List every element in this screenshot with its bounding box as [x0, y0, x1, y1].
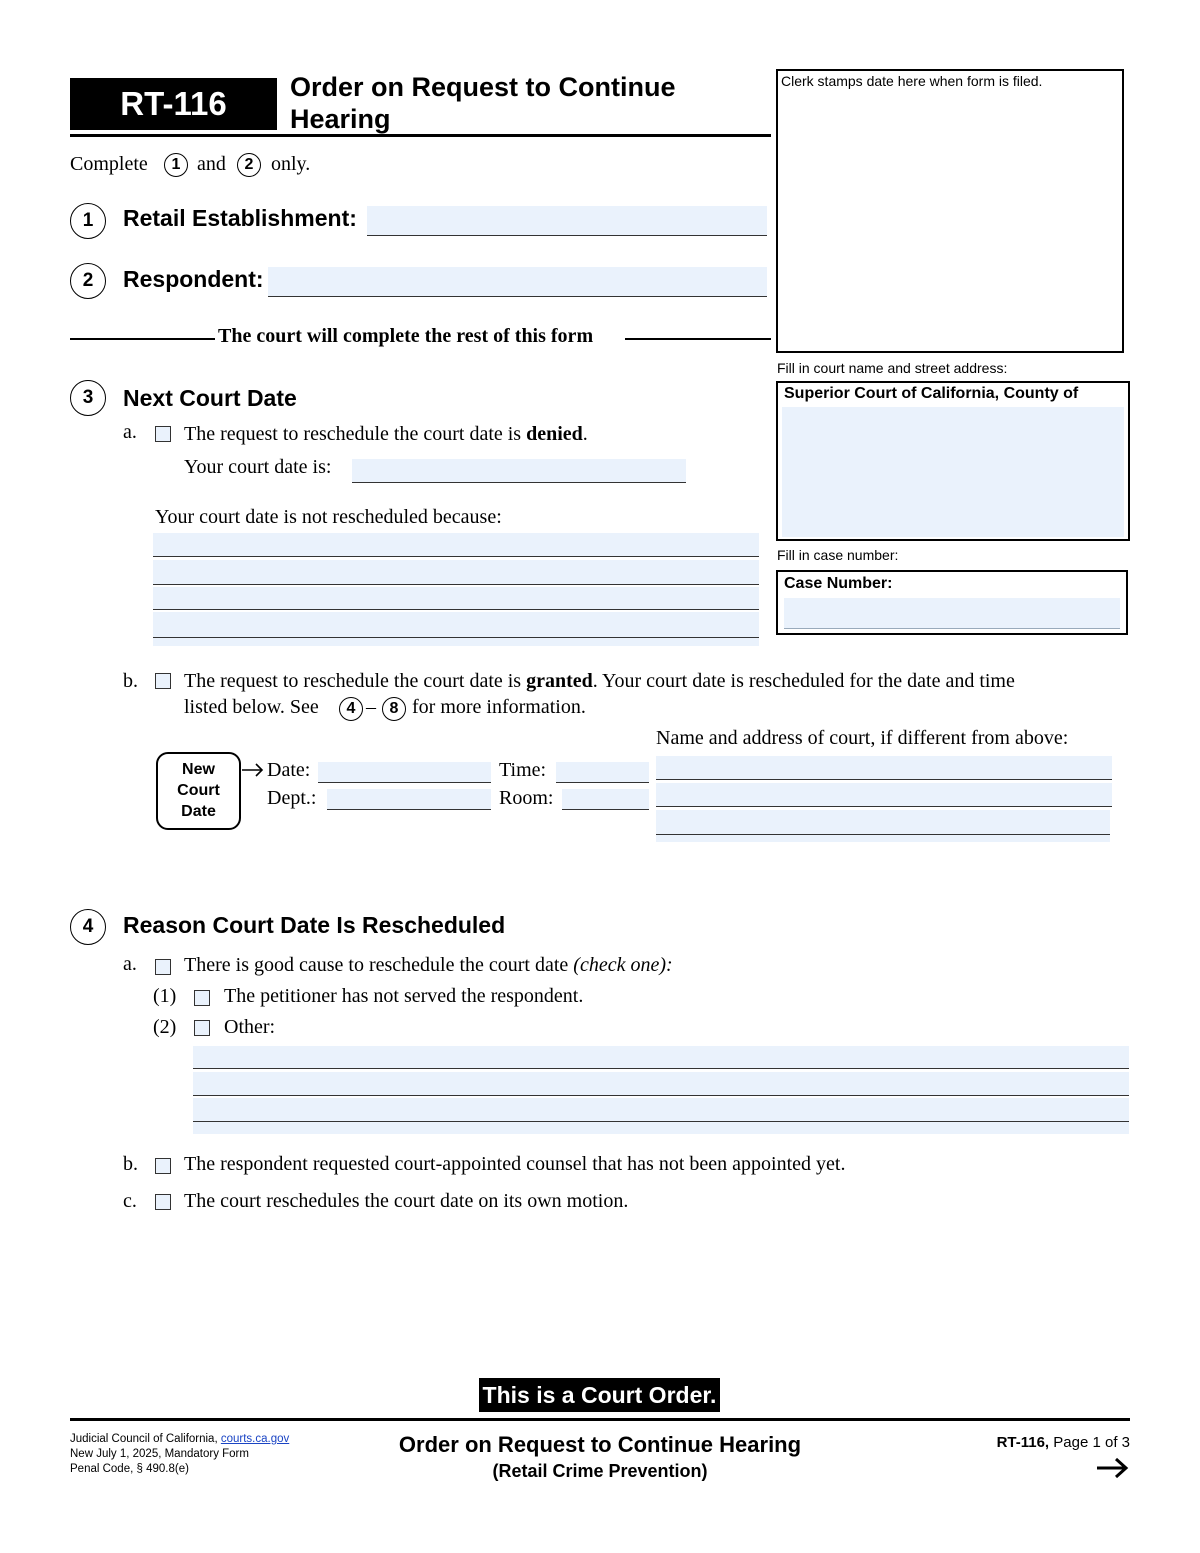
intro-ref-2-text: 2: [244, 156, 254, 173]
form-title-line1: Order on Request to Continue: [290, 72, 676, 102]
alt-court-line-2[interactable]: [656, 783, 1112, 807]
court-order-banner: [479, 1378, 720, 1412]
granted-ref-dash: –: [366, 696, 376, 718]
good-cause-text: [184, 954, 673, 977]
own-motion-text: The court reschedules the court date on its own motion.: [184, 1190, 629, 1212]
new-time-label: Time:: [499, 759, 547, 781]
option-2-number: (2): [153, 1016, 177, 1038]
section-4-number: [70, 909, 106, 945]
granted-ref-to-text: 8: [389, 700, 399, 717]
case-number-title: Case Number:: [784, 575, 893, 592]
header-rule: [70, 134, 771, 137]
section-4-title: Reason Court Date Is Rescheduled: [123, 912, 506, 938]
other-reason-line-2[interactable]: [193, 1072, 1129, 1096]
footer-council: Judicial Council of California,: [70, 1433, 221, 1445]
not-served-text: The petitioner has not served the respondent.: [224, 985, 584, 1007]
intro-and: and: [197, 153, 226, 175]
not-rescheduled-reason-bottom-pad: [153, 638, 759, 646]
other-reason-checkbox[interactable]: [194, 1020, 210, 1036]
footer-subtitle: (Retail Crime Prevention): [492, 1461, 708, 1481]
badge-line-2: Court: [177, 782, 220, 799]
clerk-stamp-label: Clerk stamps date here when form is filed.: [781, 73, 1043, 89]
new-room-label: Room:: [499, 787, 554, 809]
new-dept-field[interactable]: [327, 789, 491, 810]
intro-ref-1: [164, 153, 188, 177]
other-reason-line-1[interactable]: [193, 1046, 1129, 1069]
section-3a-letter: a.: [123, 421, 137, 443]
not-rescheduled-reason-label: Your court date is not rescheduled because:: [155, 506, 502, 528]
not-rescheduled-reason-line-3[interactable]: [153, 587, 759, 610]
case-number-instruction: Fill in case number:: [777, 547, 899, 563]
footer-title: Order on Request to Continue Hearing: [398, 1432, 802, 1457]
badge-arrow-icon: [242, 760, 266, 780]
retail-establishment-label: Retail Establishment:: [123, 205, 357, 231]
section-4a-letter: a.: [123, 953, 137, 975]
good-cause-text-italic: (check one):: [573, 954, 673, 976]
denied-text: [184, 423, 588, 446]
alt-court-label: Name and address of court, if different from above:: [656, 727, 1069, 749]
not-rescheduled-reason-line-2[interactable]: [153, 560, 759, 585]
granted-text-line2-pre: listed below. See: [184, 696, 319, 718]
case-number-box: [776, 570, 1128, 635]
intro-ref-2: [237, 153, 261, 177]
not-rescheduled-reason-line-4[interactable]: [153, 612, 759, 638]
footer-form-ref: RT-116,: [996, 1434, 1050, 1451]
footer-code: Penal Code, § 490.8(e): [70, 1463, 189, 1475]
counsel-text: The respondent requested court-appointed counsel that has not been appointed yet.: [184, 1153, 846, 1175]
alt-court-line-1[interactable]: [656, 756, 1112, 780]
form-title: [290, 71, 676, 135]
denied-text-pre: The request to reschedule the court date is: [184, 423, 527, 445]
footer-council-line: [70, 1432, 289, 1447]
form-title-line2: Hearing: [290, 104, 391, 134]
court-name-title: Superior Court of California, County of: [784, 385, 1079, 402]
denied-text-post: .: [582, 423, 588, 445]
granted-text-pre: The request to reschedule the court date is: [184, 670, 527, 692]
granted-ref-to: [382, 697, 406, 721]
intro-only: only.: [271, 153, 311, 175]
granted-checkbox[interactable]: [155, 673, 171, 689]
courts-link[interactable]: courts.ca.gov: [220, 1433, 290, 1445]
section-2-number-text: 2: [82, 270, 94, 291]
good-cause-checkbox[interactable]: [155, 959, 171, 975]
granted-text-post: . Your court date is rescheduled for the date and time: [592, 670, 1015, 692]
not-served-checkbox[interactable]: [194, 990, 210, 1006]
alt-court-bottom-pad: [656, 835, 1110, 842]
current-court-date-field[interactable]: [352, 459, 686, 483]
court-name-instruction: Fill in court name and street address:: [777, 360, 1008, 376]
own-motion-checkbox[interactable]: [155, 1194, 171, 1210]
option-1-number: (1): [153, 985, 177, 1007]
not-rescheduled-reason-line-1[interactable]: [153, 533, 759, 557]
counsel-checkbox[interactable]: [155, 1158, 171, 1174]
intro-line: [70, 153, 148, 179]
form-id: RT-116: [120, 85, 227, 122]
respondent-field[interactable]: [268, 267, 767, 297]
respondent-label: Respondent:: [123, 266, 264, 292]
section-3b-letter: b.: [123, 670, 138, 692]
denied-checkbox[interactable]: [155, 426, 171, 442]
court-divider-left-rule: [70, 338, 215, 340]
section-4b-letter: b.: [123, 1153, 138, 1175]
badge-line-3: Date: [181, 803, 216, 820]
section-3-title: Next Court Date: [123, 385, 297, 411]
footer-page: Page 1 of 3: [1049, 1434, 1130, 1451]
court-order-banner-text: This is a Court Order.: [482, 1381, 717, 1408]
new-date-label: Date:: [267, 759, 311, 781]
section-3-number-text: 3: [82, 387, 94, 408]
section-1-number-text: 1: [82, 210, 94, 231]
footer-effective: New July 1, 2025, Mandatory Form: [70, 1448, 249, 1460]
form-id-badge: [70, 78, 277, 130]
denied-text-bold: denied: [526, 423, 583, 445]
new-room-field[interactable]: [562, 789, 649, 810]
court-divider-right-rule: [625, 338, 771, 340]
good-cause-text-main: There is good cause to reschedule the court date: [184, 954, 569, 976]
court-name-field[interactable]: [782, 407, 1124, 537]
granted-text-line2-post: for more information.: [412, 696, 586, 718]
footer-left: [70, 1432, 289, 1477]
arrow-right-icon[interactable]: [1096, 1456, 1130, 1480]
footer-rule: [70, 1418, 1130, 1421]
section-1-number: [70, 203, 106, 239]
section-4c-letter: c.: [123, 1190, 137, 1212]
granted-text-line1: [184, 670, 1015, 693]
court-name-box: [776, 381, 1130, 541]
other-reason-bottom-pad: [193, 1122, 1129, 1134]
footer-center: [360, 1431, 840, 1483]
new-date-field[interactable]: [318, 762, 491, 783]
granted-ref-from-text: 4: [346, 700, 356, 717]
footer-page-ref: [930, 1434, 1130, 1451]
other-reason-line-3[interactable]: [193, 1098, 1129, 1122]
section-2-number: [70, 263, 106, 299]
alt-court-line-3[interactable]: [656, 810, 1110, 835]
other-reason-label: Other:: [224, 1016, 276, 1038]
section-3-number: [70, 380, 106, 416]
granted-text-bold: granted: [526, 670, 593, 692]
intro-complete: Complete: [70, 153, 148, 175]
badge-line-1: New: [182, 761, 215, 778]
current-court-date-label: Your court date is:: [184, 456, 332, 478]
new-dept-label: Dept.:: [267, 787, 317, 809]
retail-establishment-field[interactable]: [367, 206, 767, 236]
new-time-field[interactable]: [556, 762, 649, 783]
clerk-stamp-box: [776, 69, 1124, 353]
case-number-field[interactable]: [784, 598, 1120, 629]
section-4-number-text: 4: [82, 916, 94, 937]
court-divider-text: The court will complete the rest of this form: [218, 325, 594, 347]
granted-ref-from: [339, 697, 363, 721]
intro-ref-1-text: 1: [171, 156, 181, 173]
new-court-date-badge: [156, 752, 241, 830]
